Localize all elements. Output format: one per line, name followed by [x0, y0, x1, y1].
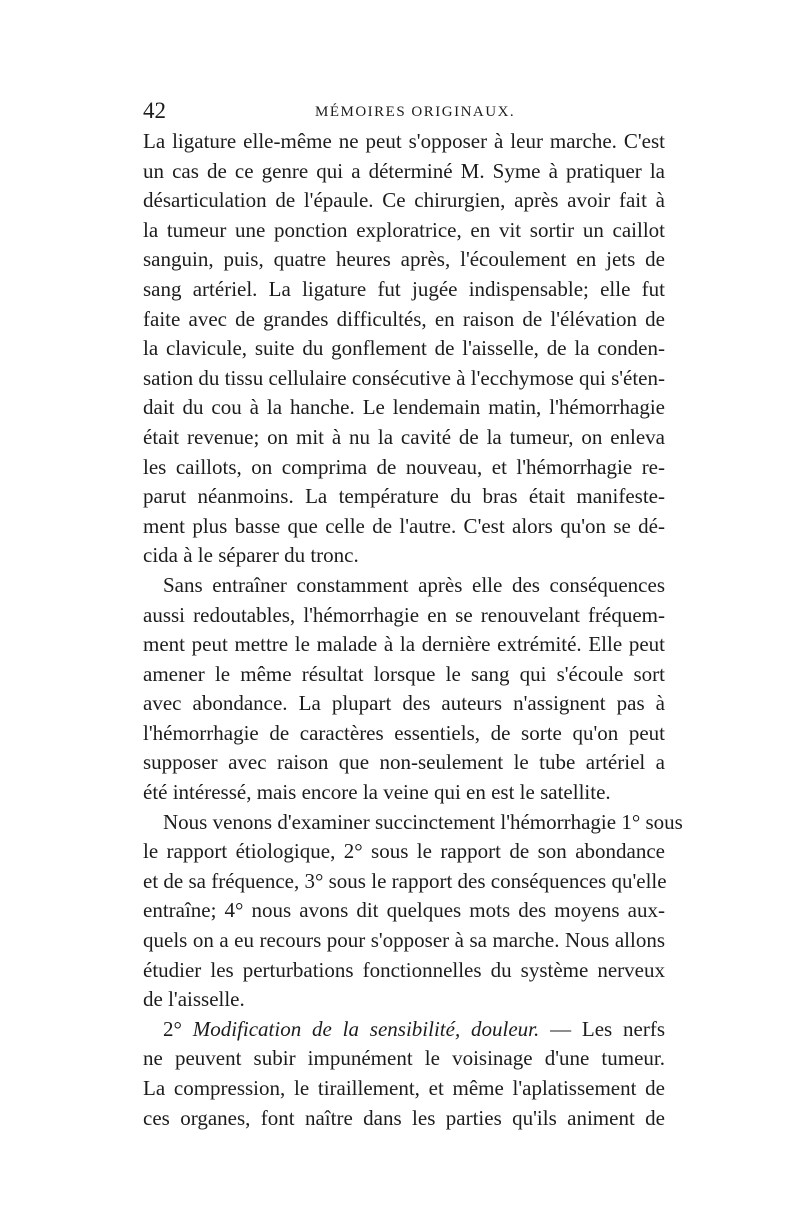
text-line: ces organes, font naître dans les parties qu'ils animent de [143, 1105, 665, 1130]
section-number: 2° [163, 1016, 193, 1041]
text-line: les caillots, on comprima de nouveau, et l'hémorrhagie re- [143, 454, 665, 479]
text-line: La ligature elle-même ne peut s'opposer à leur marche. C'est [143, 129, 665, 153]
text-line: désarticulation de l'épaule. Ce chirurgien, après avoir fait à [143, 188, 665, 213]
text-line: étudier les perturbations fonctionnelles du système nerveux [143, 957, 665, 982]
text-line: dait du cou à la hanche. Le lendemain matin, l'hémorrhagie [143, 395, 665, 420]
text-line: la clavicule, suite du gonflement de l'aisselle, de la conden- [143, 336, 665, 361]
text-line: aussi redoutables, l'hémorrhagie en se renouvelant fréquem- [143, 602, 665, 627]
text-line: amener le même résultat lorsque le sang qui s'écoule sort [143, 661, 665, 686]
text-line: un cas de ce genre qui a déterminé M. Syme à pratiquer la [143, 158, 665, 183]
text-line: et de sa fréquence, 3° sous le rapport des conséquences qu'elle [143, 868, 667, 893]
text-line: de l'aisselle. [143, 987, 245, 1012]
text-line: ment plus basse que celle de l'autre. C'est alors qu'on se dé- [143, 513, 665, 538]
text-line: la tumeur une ponction exploratrice, en vit sortir un caillot [143, 217, 665, 242]
paragraph-3 [143, 808, 683, 1015]
text-line: sang artériel. La ligature fut jugée indispensable; elle fut [143, 276, 665, 301]
text-line: était revenue; on mit à nu la cavité de la tumeur, on enleva [143, 424, 665, 449]
text-line: avec abondance. La plupart des auteurs n'assignent pas à [143, 691, 665, 716]
paragraph-4 [143, 1015, 665, 1133]
text-line: parut néanmoins. La température du bras était manifeste- [143, 484, 665, 509]
text-line: ne peuvent subir impunément le voisinage d'une tumeur. [143, 1046, 665, 1071]
text-line: sation du tissu cellulaire consécutive à l'ecchymose qui s'éten- [143, 365, 665, 390]
text-line: Sans entraîner constamment après elle des conséquences [163, 572, 665, 597]
running-title: MÉMOIRES ORIGINAUX. [315, 104, 516, 120]
text-run: — Les nerfs [539, 1016, 665, 1041]
body-text [143, 127, 683, 1133]
text-line: supposer avec raison que non-seulement le tube artériel a [143, 750, 665, 775]
text-line: ment peut mettre le malade à la dernière extrémité. Elle peut [143, 632, 665, 657]
paragraph-2 [143, 571, 665, 808]
text-line: faite avec de grandes difficultés, en raison de l'élévation de [143, 306, 665, 331]
text-line: le rapport étiologique, 2° sous le rapport de son abondance [143, 839, 665, 864]
text-line: La compression, le tiraillement, et même l'aplatissement de [143, 1076, 665, 1100]
text-line: été intéressé, mais encore la veine qui en est le satellite. [143, 780, 611, 805]
text-line: l'hémorrhagie de caractères essentiels, de sorte qu'on peut [143, 720, 665, 745]
text-line: Nous venons d'examiner succinctement l'hémorrhagie 1° sous [163, 809, 683, 834]
text-line: cida à le séparer du tronc. [143, 543, 359, 568]
running-head [143, 96, 663, 126]
page-number: 42 [143, 98, 166, 123]
text-line: entraîne; 4° nous avons dit quelques mots des moyens aux- [143, 898, 665, 923]
paragraph-1 [143, 127, 665, 571]
section-heading-line [143, 1015, 665, 1045]
section-heading: Modification de la sensibilité, douleur. [192, 1016, 540, 1041]
text-line: quels on a eu recours pour s'opposer à sa marche. Nous allons [143, 928, 665, 953]
text-line: sanguin, puis, quatre heures après, l'écoulement en jets de [143, 247, 665, 272]
